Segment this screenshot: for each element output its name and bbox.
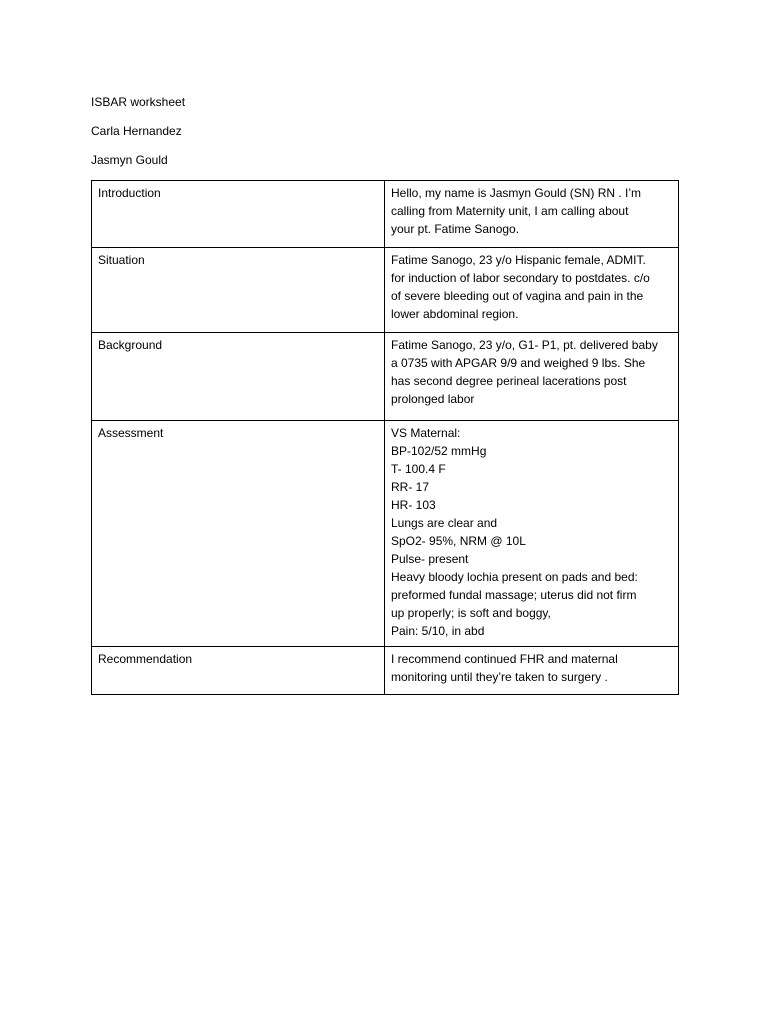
content-line: RR- 17 [391,480,430,494]
author-name: Carla Hernandez [91,124,182,138]
content-line: Fatime Sanogo, 23 y/o, G1- P1, pt. delivered baby [391,338,658,352]
content-line: BP-102/52 mmHg [391,444,487,458]
content-line: T- 100.4 F [391,462,446,476]
content-line: Heavy bloody lochia present on pads and bed: [391,570,638,584]
table-row-introduction [92,181,679,248]
content-line: HR- 103 [391,498,436,512]
row-content [385,248,679,333]
table-row-assessment [92,421,679,647]
author-name: Jasmyn Gould [91,153,168,167]
content-line: of severe bleeding out of vagina and pain in the [391,289,644,303]
row-content [385,181,679,248]
content-line: for induction of labor secondary to postdates. c/o [391,271,650,285]
content-line: Pain: 5/10, in abd [391,624,485,638]
worksheet-title: ISBAR worksheet [91,95,186,109]
content-line: SpO2- 95%, NRM @ 10L [391,534,526,548]
isbar-table [91,180,679,695]
content-line: lower abdominal region. [391,307,519,321]
content-line: prolonged labor [391,392,475,406]
row-label: Situation [92,248,385,333]
row-label: Assessment [92,421,385,647]
content-line: Pulse- present [391,552,469,566]
content-line: Hello, my name is Jasmyn Gould (SN) RN . I’m [391,186,642,200]
row-content [385,421,679,647]
table-row-situation [92,248,679,333]
content-line: a 0735 with APGAR 9/9 and weighed 9 lbs. She [391,356,646,370]
content-line: calling from Maternity unit, I am calling about [391,204,629,218]
content-line: monitoring until they’re taken to surgery . [391,670,608,684]
content-line: up properly; is soft and boggy, [391,606,551,620]
content-line: Lungs are clear and [391,516,498,530]
content-line: Fatime Sanogo, 23 y/o Hispanic female, ADMIT. [391,253,646,267]
row-label: Introduction [92,181,385,248]
content-line: VS Maternal: [391,426,461,440]
row-label: Recommendation [92,647,385,695]
content-line: preformed fundal massage; uterus did not firm [391,588,637,602]
content-line: your pt. Fatime Sanogo. [391,222,520,236]
row-content [385,647,679,695]
content-line: has second degree perineal lacerations post [391,374,627,388]
content-line: I recommend continued FHR and maternal [391,652,618,666]
row-content [385,333,679,421]
table-row-recommendation [92,647,679,695]
table-row-background [92,333,679,421]
row-label: Background [92,333,385,421]
